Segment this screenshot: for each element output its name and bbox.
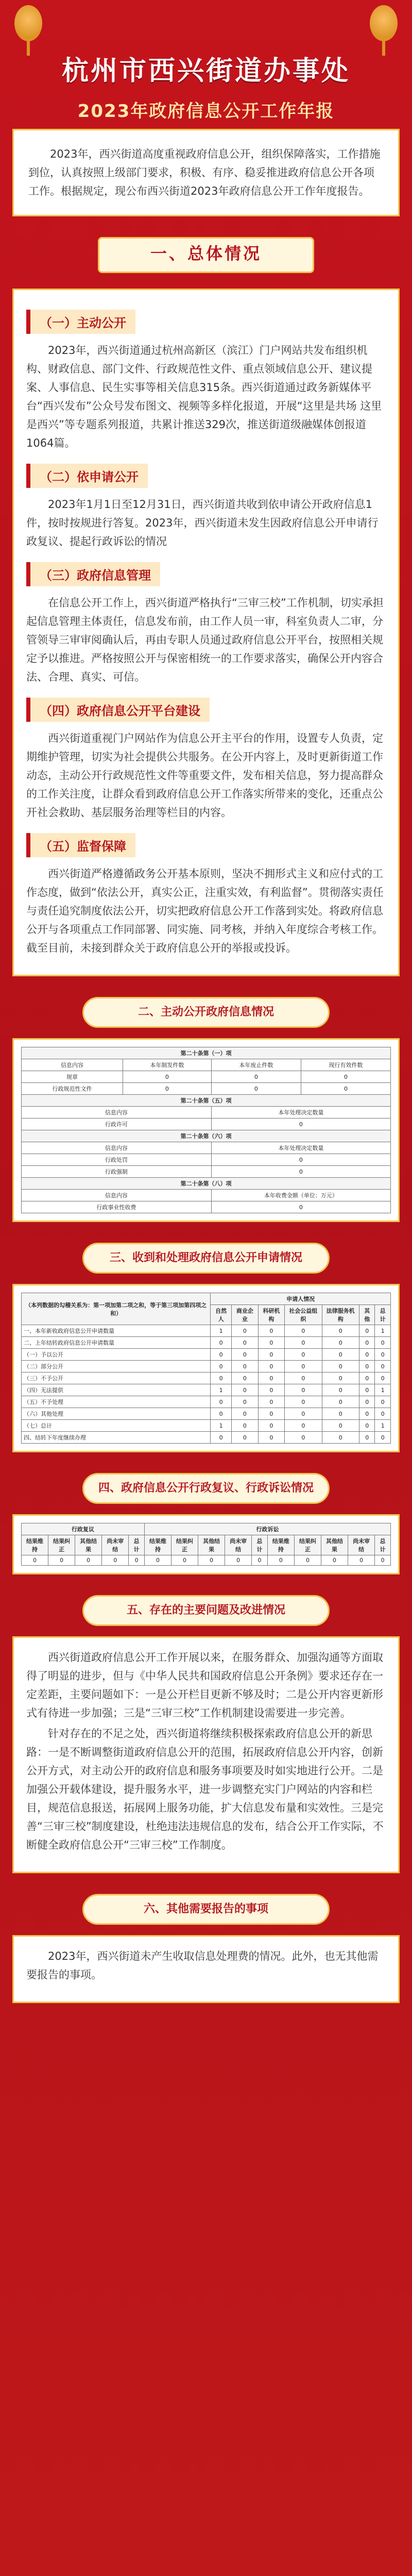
review-litigation-table: 行政复议 行政诉讼 结果维持 结果纠正 其他结果 尚未审结 总计 结果维持 结果纠正 其他结果 尚未审结 总计 结果维持 结果纠正 其他结果 尚未审结 总计 0 0 0 0 0 0 0 0 0 0 0 0 0 0 0: [21, 1523, 391, 1566]
lantern-icon: [14, 5, 42, 41]
section-title: 三、收到和处理政府信息公开申请情况: [109, 1251, 302, 1264]
table-row: （六）其他处理 0 0 0 0 0 0 0: [22, 1408, 391, 1420]
table-row: 行政强制 0: [22, 1166, 391, 1178]
section-title: 二、主动公开政府信息情况: [138, 1006, 274, 1019]
table-header: （本列数据的勾稽关系为：第一项加第二项之和，等于第三项加第四项之和）: [22, 1293, 211, 1325]
table-box-3: [12, 1284, 400, 1452]
section-title: 六、其他需要报告的事项: [143, 1903, 268, 1916]
application-table: （本列数据的勾稽关系为：第一项加第二项之和，等于第三项加第四项之和） 申请人情况 自然人 商业企业 科研机构 社会公益组织 法律服务机构 其他 总计 一、本年新收政府信息公开申请数量 1 0 0 0 0 0 1 二、上年结转政府信息公开申请数量 0 0 0 0 0 0 0 （一）予以公开 0 0 0 0 0 0 0 （二）部分公开 0 0 0 0 0 0 0 （三）不予公开 0 0 0 0 0 0 0 （四）无法提供 1 0 0 0 0 0 1 （五）不予处理 0 0 0 0 0 0 0 （六）其他处理 0 0 0 0 0 0 0 （七）总计 1 0 0 0 0 0 1 四、结转下年度继续办理 0 0 0 0 0 0 0: [21, 1293, 391, 1444]
active-disclosure-table: [21, 1047, 391, 1213]
subsection-heading: （二）依申请公开: [26, 464, 148, 488]
table-row: （七）总计 1 0 0 0 0 0 1: [22, 1420, 391, 1432]
section-panel-1: [12, 289, 400, 976]
table-row: （五）不予处理 0 0 0 0 0 0 0: [22, 1396, 391, 1408]
subsection-text: 在信息公开工作上，西兴街道严格执行“三审三校”工作机制，切实承担起信息管理主体责任，信息发布前，由工作人员一审，科室负责人二审，分管领导三审审阅确认后，再由专职人员通过政府信息公开平台，按照相关规定予以推进。严格按照公开与保密相统一的工作要求落实，确保公开内容合法、合理、真实、可信。: [26, 597, 384, 683]
table-row: 行政规范性文件 0 0 0: [22, 1083, 391, 1095]
subsection-text: 西兴街道严格遵循政务公开基本原则，坚决不拥形式主义和应付式的工作态度，做到“依法公开，真实公正，注重实效，有利监督”。贯彻落实责任与责任追究制度依法公开，切实把政府信息公开工作落到实处。将政府信息公开与各项重点工作同部署、同实施、同考核，并纳入年度综合考核工作。截至目前，未接到群众关于政府信息公开的举报或投诉。: [26, 868, 384, 954]
table-col: 本年废止件数: [211, 1059, 301, 1071]
table-box-4: [12, 1514, 400, 1574]
table-row: 二、上年结转政府信息公开申请数量 0 0 0 0 0 0 0: [22, 1337, 391, 1349]
intro-text: 2023年，西兴街道高度重视政府信息公开，组织保障落实，工作措施到位，认真按照上级部门要求，积极、有序、稳妥推进政府信息公开各项工作。根据规定，现公布西兴街道2023年政府信息公开工作年度报告。: [28, 148, 381, 197]
table-header: 第二十条第（五）项: [22, 1095, 391, 1107]
table-row: 规章 0 0 0: [22, 1071, 391, 1083]
table-header: 第二十条第（八）项: [22, 1178, 391, 1190]
section-banner-1: [98, 237, 314, 273]
table-header: 申请人情况: [211, 1293, 391, 1305]
page-title: 杭州市西兴街道办事处: [61, 56, 350, 87]
table-col: 信息内容: [22, 1107, 212, 1118]
subsection-text: 2023年，西兴街道通过杭州高新区（滨江）门户网站共发布组织机构、财政信息、部门文件、行政规范性文件、重点领域信息公开、建议提案、人事信息、民生实事等相关信息315条。西兴街道通过政务新媒体平台“西兴发布”公众号发布图文、视频等多样化报道，开展“这里是共场 这里是西兴”等专题系列报道，共累计推送329次，推送街道级融媒体创报道1064篇。: [26, 344, 382, 449]
table-row: （三）不予公开 0 0 0 0 0 0 0: [22, 1372, 391, 1384]
section-title: 四、政府信息公开行政复议、行政诉讼情况: [98, 1482, 314, 1495]
section-banner-5: [82, 1595, 330, 1626]
paragraph: 2023年，西兴街道未产生收取信息处理费的情况。此外，也无其他需要报告的事项。: [26, 1950, 379, 1981]
table-row: 行政事业性收费 0: [22, 1201, 391, 1213]
section-title: 一、总体情况: [150, 244, 262, 263]
table-row: （四）无法提供 1 0 0 0 0 0 1: [22, 1384, 391, 1396]
page-subtitle: 2023年政府信息公开工作年报: [77, 101, 335, 122]
paragraph: 西兴街道政府信息公开工作开展以来，在服务群众、加强沟通等方面取得了明显的进步，但与《中华人民共和国政府信息公开条例》要求还存在一定差距，主要问题如下：一是公开栏目更新不够及时；二是公开内容更新形式有待进一步加强；三是“三审三校”工作机制建设需要进一步完善。: [26, 1651, 383, 1719]
subsection-heading: （一）主动公开: [26, 310, 135, 334]
table-col: 本年处理决定数量: [211, 1142, 390, 1154]
section-banner-2: [82, 997, 330, 1028]
section-banner-4: [82, 1473, 330, 1504]
section-panel-6: [12, 1935, 400, 2003]
table-row: 行政许可 0: [22, 1118, 391, 1130]
subsection-heading: （三）政府信息管理: [26, 562, 160, 586]
table-col: 本年制发件数: [123, 1059, 212, 1071]
table-row: （二）部分公开 0 0 0 0 0 0 0: [22, 1361, 391, 1372]
table-row: 一、本年新收政府信息公开申请数量 1 0 0 0 0 0 1: [22, 1325, 391, 1337]
subsection-text: 2023年1月1日至12月31日，西兴街道共收到依申请公开政府信息1件，按时按规进行答复。2023年，西兴街道未发生因政府信息公开申请行政复议、提起行政诉讼的情况: [26, 498, 379, 548]
page-header: [0, 0, 412, 129]
table-col: 本年处理决定数量: [211, 1107, 390, 1118]
table-header: 第二十条第（一）项: [22, 1047, 391, 1059]
paragraph: 针对存在的不足之处，西兴街道将继续积极探索政府信息公开的新思路：一是不断调整街道政府信息公开的范围，拓展政府信息公开内容，创新公开方式，对主动公开的政府信息和服务事项要及时如实地进行公开。二是加强公开载体建设，提升服务水平，进一步调整充实门户网站的内容和栏目，规范信息报送，拓展网上服务功能，扩大信息发布量和实效性。三是完善“三审三校”制度建设，杜绝违法违规信息的发布，结合公开工作实际，不断健全政府信息公开“三审三校”工作制度。: [26, 1727, 384, 1851]
table-header: 第二十条第（六）项: [22, 1130, 391, 1142]
table-row: 行政处罚 0: [22, 1154, 391, 1166]
section-banner-3: [82, 1243, 330, 1274]
subsection-text: 西兴街道重视门户网站作为信息公开主平台的作用，设置专人负责，定期维护管理，切实为社会提供公共服务。在公开内容上，及时更新街道工作动态，主动公开行政规范性文件等重要文件，发布相关信息，努力提高群众的工作关注度，让群众看到政府信息公开工作落实所带来的变化，还重点公开社会救助、基层服务治理等栏目的内容。: [26, 732, 383, 819]
subsection-heading: （四）政府信息公开平台建设: [26, 698, 210, 722]
section-banner-6: [82, 1894, 330, 1925]
table-col: 本年收费金额（单位：万元）: [211, 1190, 390, 1201]
table-col: 信息内容: [22, 1059, 123, 1071]
lantern-icon: [370, 5, 398, 41]
table-box-2: [12, 1038, 400, 1222]
section-title: 五、存在的主要问题及改进情况: [126, 1604, 285, 1617]
section-panel-5: [12, 1636, 400, 1873]
table-col: 现行有效件数: [301, 1059, 390, 1071]
intro-card: [12, 129, 400, 216]
table-row: （一）予以公开 0 0 0 0 0 0 0: [22, 1349, 391, 1361]
table-row: 四、结转下年度继续办理 0 0 0 0 0 0 0: [22, 1432, 391, 1444]
subsection-heading: （五）监督保障: [26, 833, 135, 857]
table-col: 信息内容: [22, 1190, 212, 1201]
table-col: 信息内容: [22, 1142, 212, 1154]
